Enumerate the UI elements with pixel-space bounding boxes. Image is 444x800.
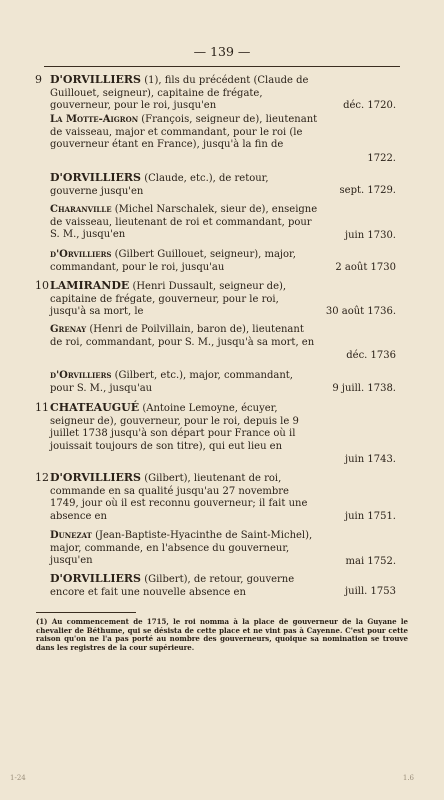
entry-date: sept. 1729. bbox=[339, 185, 396, 196]
entry-name: d'Orvilliers bbox=[50, 249, 112, 260]
entry-description: (Claude, etc.), de retour, gouverne jusqu'en bbox=[50, 173, 269, 197]
entry-description: (Gilbert, etc.), major, commandant, pour S. M., jusqu'au bbox=[50, 370, 293, 394]
entry-description: (Gilbert), lieutenant de roi, commande en sa qualité jusqu'au 27 novembre 1749, jour où il est reconnu gouverneur; il fait une absence en bbox=[50, 473, 308, 522]
entry-description: (Henri de Poilvillain, baron de), lieutenant de roi, commandant, pour S. M., jusqu'à sa mort, en bbox=[50, 324, 315, 348]
entry-date: juin 1743. bbox=[345, 454, 396, 465]
header-rule bbox=[44, 66, 400, 67]
entry-date: juin 1751. bbox=[345, 511, 396, 522]
footnote: (1) Au commencement de 1715, le roi nomma à la place de gouverneur de la Guyane le chevalier de Béthume, qui se désista de cette place et ne vint pas à Cayenne. C'est pour cette raison qu'on ne l'a pas porté au nombre des gouverneurs, quoique sa nomination se trouve dans les registres de la cour supérieure. bbox=[36, 617, 408, 652]
entry-description: (Gilbert Guillouet, seigneur), major, commandant, pour le roi, jusqu'au bbox=[50, 249, 296, 273]
entry-text bbox=[50, 249, 318, 274]
entry-number: 9 bbox=[35, 73, 42, 86]
entry-date: déc. 1736 bbox=[346, 350, 396, 361]
entry-date: déc. 1720. bbox=[343, 100, 396, 111]
entry-text bbox=[50, 74, 318, 113]
entry-text bbox=[50, 280, 318, 319]
entry-name: LAMIRANDE bbox=[50, 279, 130, 292]
footnote-rule bbox=[36, 612, 136, 613]
entry-name: Charanville bbox=[50, 204, 112, 215]
corner-mark-right: 1.6 bbox=[402, 774, 414, 782]
entry-text bbox=[50, 402, 318, 453]
entry-name: D'ORVILLIERS bbox=[50, 171, 142, 184]
entry-name: La Motte-Aigron bbox=[50, 114, 139, 125]
entry-text bbox=[50, 114, 318, 152]
entry-number: 11 bbox=[35, 401, 49, 414]
entry-name: D'ORVILLIERS bbox=[50, 471, 142, 484]
entry-date: juill. 1753 bbox=[345, 586, 396, 597]
entry-text bbox=[50, 530, 318, 568]
entry-name: D'ORVILLIERS bbox=[50, 73, 142, 86]
entry-number: 12 bbox=[35, 471, 49, 484]
entry-description: (Gilbert), de retour, gouverne encore et fait une nouvelle absence en bbox=[50, 574, 295, 598]
entry-date: 2 août 1730 bbox=[335, 262, 396, 273]
entry-description: (François, seigneur de), lieutenant de vaisseau, major et commandant, pour le roi (le gouverneur étant en France), jusqu'à la fin de bbox=[50, 114, 318, 151]
entry-description: (1), fils du précédent (Claude de Guillouet, seigneur), capitaine de frégate, gouverneur, pour le roi, jusqu'en bbox=[50, 75, 309, 112]
entry-number: 10 bbox=[35, 279, 49, 292]
entry-date: mai 1752. bbox=[345, 556, 396, 567]
entry-name: d'Orvilliers bbox=[50, 370, 112, 381]
corner-mark-left: 1-24 bbox=[10, 774, 26, 782]
entry-description: (Michel Narschalek, sieur de), enseigne de vaisseau, lieutenant de roi et commandant, pour S. M., jusqu'en bbox=[50, 204, 318, 241]
entry-date: juin 1730. bbox=[345, 230, 396, 241]
entry-text bbox=[50, 324, 318, 349]
entry-text bbox=[50, 573, 318, 599]
entry-text bbox=[50, 172, 318, 198]
entry-date: 1722. bbox=[367, 153, 396, 164]
entry-description: (Henri Dussault, seigneur de), capitaine de frégate, gouverneur, pour le roi, jusqu'à sa mort, le bbox=[50, 281, 287, 318]
entry-date: 30 août 1736. bbox=[325, 306, 396, 317]
entry-text bbox=[50, 472, 318, 523]
entry-name: D'ORVILLIERS bbox=[50, 572, 142, 585]
entry-name: Grenay bbox=[50, 324, 87, 335]
entry-text bbox=[50, 204, 318, 242]
entry-date: 9 juill. 1738. bbox=[332, 383, 396, 394]
entry-name: Dunezat bbox=[50, 530, 92, 541]
page-number: — 139 — bbox=[193, 44, 251, 59]
entry-name: CHATEAUGUÉ bbox=[50, 401, 140, 414]
entry-description: (Antoine Lemoyne, écuyer, seigneur de), gouverneur, pour le roi, depuis le 9 juillet 1738 jusqu'à son départ pour France où il jouissait toujours de son titre), qui eut lieu en bbox=[50, 403, 299, 452]
entry-text bbox=[50, 370, 318, 395]
entry-description: (Jean-Baptiste-Hyacinthe de Saint-Michel), major, commande, en l'absence du gouverneur, jusqu'en bbox=[50, 530, 313, 567]
